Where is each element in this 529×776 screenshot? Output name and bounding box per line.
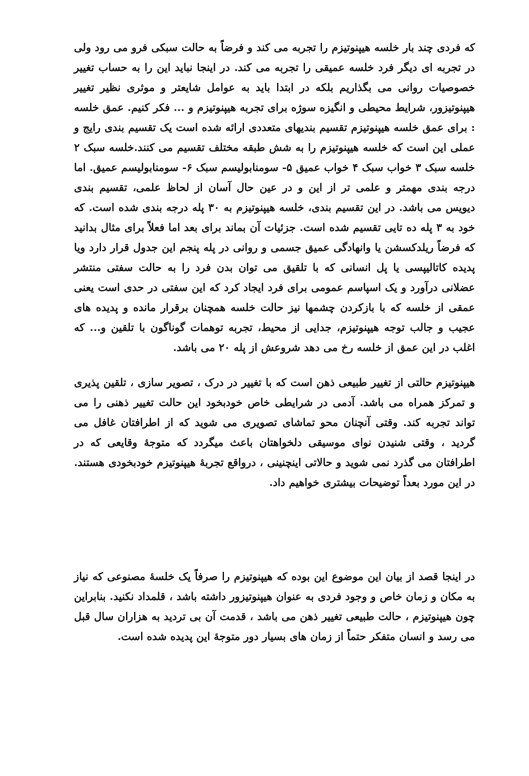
paragraph-historical-note: در اینجا قصد از بیان این موضوع این بوده که هیپنوتیزم را صرفاً یک خلسهٔ مصنوعی که نیاز به مکان و زمان خاص و وجود فردی به عنوان هیپنوتیزور داشته باشد ، قلمداد نکنید. بنابراین چون هیپنوتیزم ، حالت طبیعی تغییر ذهن می باشد ، قدمت آن بی تردید به هزاران سال قبل می رسد و انسان متفکر حتماً از زمان های بسیار دور متوجهٔ این پدیده شده است. (74, 571, 475, 643)
paragraph-natural-state: هیپنوتیزم حالتی از تغییر طبیعی ذهن است که با تغییر در درک ، تصویر سازی ، تلقین پذیری و تمرکز همراه می باشد. آدمی در شرایطی خاص خودبخود این حالت تغییر ذهنی را می تواند تجربه کند. وقتی آنچنان محو تماشای تصویری می شوید که از اطرافتان غافل می گردید ، وقتی شنیدن نوای موسیقی دلخواهتان باعث میگردد که متوجهٔ وقایعی که در اطرافتان می گذرد نمی شوید و حالاتی اینچنینی ، درواقع تجربهٔ هیپنوتیزم خودبخودی هستند. در این مورد بعداً توضیحات بیشتری خواهیم داد. (74, 377, 475, 489)
paragraph-hypnosis-depth: که فردی چند بار خلسه هیپنوتیزم را تجربه می کند و فرضاً به حالت سبکی فرو می رود ولی در تجربه ای دیگر فرد خلسه عمیقی را تجربه می کند. در اینجا نباید این را به حساب تغییر خصوصیات روانی می بگذاریم بلکه در ابتدا باید به عوامل شایعتر و موثری نظیر تغییر هیپنوتیزور، شرایط محیطی و انگیزه سوژه برای تجربه هیپنوتیزم و ... فکر کنیم. عمق خلسه : برای عمق خلسه هیپنوتیزم تقسیم بندیهای متعددی ارائه شده است یک تقسیم بندی رایج و عملی این است که خلسه هیپنوتیزم را به شش طبقه مختلف تقسیم می کنند.خلسه سبک ۲ خلسه سبک ۳ خواب سبک ۴ خواب عمیق ۵- سومنابولیسم سبک ۶- سومنابولیسم عمیق. اما درجه بندی مهمتر و علمی تر از این و در عین حال آسان از لحاظ علمی، تقسیم بندی دیویس می باشد. در این تقسیم بندی، خلسه هیپنوتیزم به ۳۰ پله درجه بندی شده است. که خود به ۳ پله ده تایی تقسیم شده است. جزئیات آن بماند برای بعد اما فعلاً برای مثال بدانید که فرضاً ریلدکسشن یا وانهادگی عمیق جسمی و روانی در پله پنجم این جدول قرار دارد ویا پدیده کاتالیپسی یا پل انسانی که با تلقیق می توان بدن فرد را به حالت سفتی منتشر عضلانی درآورد و یک اسپاسم عمومی برای فرد ایجاد کرد که این سفتی در حدی است یعنی عمقی از خلسه که با بازکردن چشمها نیز حالت خلسه همچنان برقرار مانده و پدیده های عجیب و جالب توجه هیپنوتیزم، جدایی از محیط، تجربه توهمات گوناگون با تلقین و... که اغلب در این عمق از خلسه رخ می دهد شروعش از پله ۲۰ می باشد. (74, 42, 475, 354)
